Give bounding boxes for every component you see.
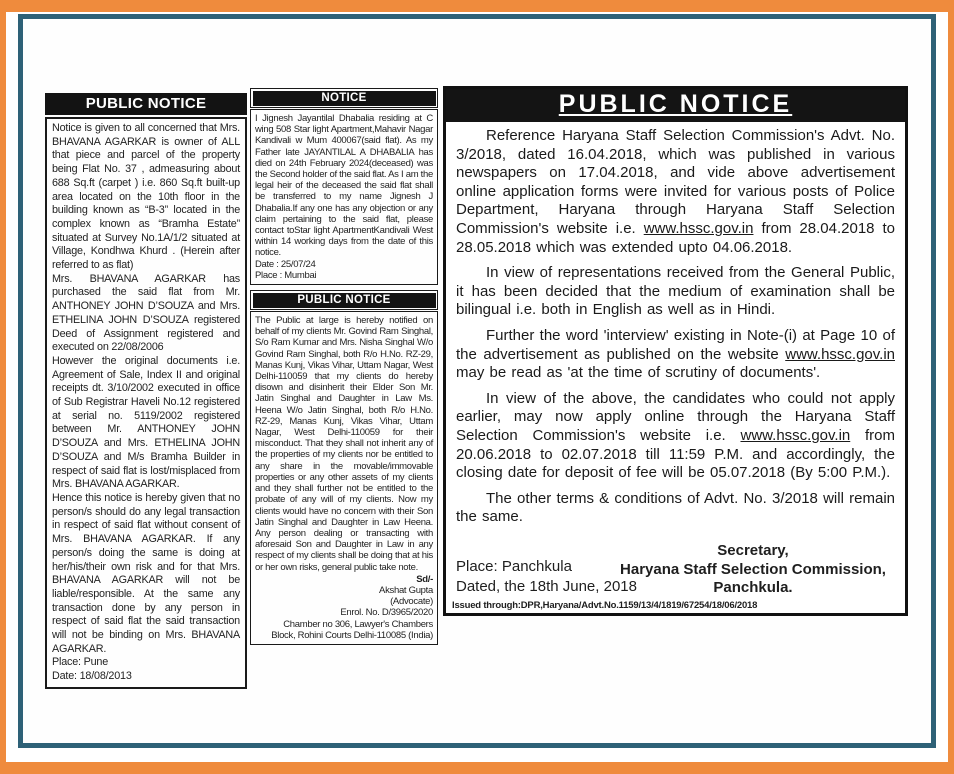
middle-top-notice: [250, 88, 438, 285]
hssc-notice-paragraph: In view of the above, the candidates who could not apply earlier, may now apply online through the Haryana Staff Selection Commission's website i.e. www.hssc.gov.in from 20.06.2018 to 02.07.2018 till 11:59 P.M. and accordingly, the closing date for deposit of fee will be 05.07.2018 (By 5:00 P.M.).: [456, 389, 896, 482]
left-public-notice: [45, 93, 247, 689]
signature-line: Akshat Gupta: [379, 584, 433, 596]
left-notice-date: Date: 18/08/2013: [52, 670, 132, 683]
hssc-notice-dated: Dated, the 18th June, 2018: [456, 577, 637, 595]
hssc-notice-paragraph: In view of representations received from the General Public, it has been decided that the medium of examination shall be bilingual i.e. both in English as well as in Hindi.: [456, 264, 895, 319]
middle-top-notice-text: I Jignesh Jayantilal Dhabalia residing at C wing 508 Star light Apartment,Mahavir Nagar Kandivali w Mum 400067(said flat). As my Father late JAYANTILAL A DHABALIA has died on 24th February 2024(deceased) was the Second holder of the said flat. As I am the legal heir of the deceased the said flat shall be transferred to my name Jignesh J Dhabalia.If any one has any objection or any claim pertaining to the said flat, please contact toStar light ApartmentKandivali West within 14 working days from the date of this notice.: [255, 113, 433, 259]
hssc-notice-place: Place: Panchkula: [456, 558, 572, 576]
middle-bottom-notice-signature: [255, 574, 433, 641]
signature-line: Enrol. No. D/3965/2020: [340, 607, 433, 619]
left-notice-paragraph: Mrs. BHAVANA AGARKAR has purchased the said flat from Mr. ANTHONEY JOHN D’SOUZA and Mrs. ETHELINA JOHN D’SOUZA registered Deed of Assignment registered and executed on 22/08/2006: [52, 272, 240, 354]
hssc-notice-issued-line: Issued through:DPR,Haryana/Advt.No.1159/13/4/1819/67254/18/06/2018: [452, 600, 758, 612]
signature-line: Sd/-: [416, 573, 433, 585]
middle-top-notice-body: [250, 109, 438, 285]
left-notice-paragraph: Notice is given to all concerned that Mrs. BHAVANA AGARKAR is owner of ALL that piece and parcel of the property being Flat No. 37 , admeasuring about 688 Sq.ft (carpet ) i.e. 860 Sq.ft built-up area located on the 10th floor in the building known as “B-3” located in the complex known as “Bramha Estate” situated at Survey No.1A/1/2 situated at Village, Kondhwa Khurd . (Herein after referred to as flat): [52, 122, 240, 272]
hssc-notice-paragraph: Further the word 'interview' existing in Note-(i) at Page 10 of the advertisement as published on the website www.hssc.gov.in may be read as 'at the time of scrutiny of documents'.: [456, 326, 895, 382]
hssc-notice-footer: [446, 536, 905, 598]
hssc-place-date-block: [456, 557, 637, 596]
middle-bottom-notice-header: [250, 290, 438, 310]
middle-top-notice-date: Date : 25/07/24: [255, 258, 316, 270]
middle-bottom-notice: [250, 290, 438, 645]
left-notice-header: PUBLIC NOTICE: [45, 93, 247, 115]
signatory-line: Haryana Staff Selection Commission,: [620, 560, 886, 578]
underlined-url-text: www.hssc.gov.in: [740, 426, 851, 444]
signature-line: Chamber no 306, Lawyer's Chambers: [283, 618, 433, 630]
left-notice-place: Place: Pune: [52, 656, 109, 669]
hssc-signatory-block: [611, 542, 895, 598]
signatory-line: Secretary,: [717, 541, 789, 559]
underlined-url-text: www.hssc.gov.in: [785, 345, 895, 363]
middle-top-notice-header: [250, 88, 438, 108]
middle-bottom-notice-body: [250, 311, 438, 645]
left-notice-body: [45, 117, 247, 689]
signature-line: Block, Rohini Courts Delhi-110085 (India): [271, 629, 433, 641]
hssc-notice-body: [446, 122, 905, 536]
hssc-notice-paragraph: The other terms & conditions of Advt. No. 3/2018 will remain the same.: [456, 489, 895, 526]
left-notice-paragraph: Hence this notice is hereby given that no person/s should do any legal transaction in respect of said flat without consent of Mrs. BHAVANA AGARKAR. If any person/s doing the same is doing at her/his/their own risk and for that Mrs. BHAVANA AGARKAR will not be liable/responsible. At the same any transaction done by any person in respect of said flat the said transaction will not be binding on Mrs. BHAVANA AGARKAR.: [52, 491, 240, 655]
hssc-notice-box: [443, 86, 908, 616]
middle-bottom-notice-text: The Public at large is hereby notified on behalf of my clients Mr. Govind Ram Singhal, S/o Ram Kumar and Mrs. Nisha Singhal W/o Govind Ram Singhal, both R/o H.No. RZ-29, Manas Kunj, Vikas Vihar, Uttam Nagar, West Delhi-110059 that my clients do hereby disown and disinherit their Elder Son Mr. Jatin Singhal and Daughter in Law Ms. Heena W/o Jatin Singhal, both R/o H.No. RZ-29, Manas Kunj, Vikas Vihar, Uttam Nagar, West Delhi-110059 for their misconduct. That they shall not inherit any of the properties of my clients nor be entitled to any share in the movable/immovable properties or any other assets of my clients and they shall further not be entitled to the probate of any will of my clients. Now my clients would have no concern with their Son Jatin Singhal and Daughter in Law Heena. Any person dealing or transacting with aforesaid Son and Daughter in Law in any respect of my clients shall be doing that at his or her own risks, general public take note.: [255, 315, 433, 573]
middle-bottom-notice-header-bar: PUBLIC NOTICE: [253, 293, 436, 308]
hssc-public-notice: [443, 86, 908, 616]
underlined-url-text: www.hssc.gov.in: [643, 219, 754, 237]
left-notice-paragraph: However the original documents i.e. Agreement of Sale, Index II and original receipts dt. 3/10/2002 executed in office of Sub Registrar Haveli No.12 registered at serial no. 5119/2002 registered between Mr. ANTHONEY JOHN D’SOUZA and Mrs. ETHELINA JOHN D’SOUZA and M/s Bramha Builder in respect of said flat is lost/misplaced from Mrs. BHAVANA AGARKAR.: [52, 354, 240, 491]
hssc-notice-header-text: PUBLIC NOTICE: [558, 90, 793, 118]
middle-column: [250, 88, 438, 645]
middle-top-notice-header-bar: NOTICE: [253, 91, 436, 106]
hssc-notice-paragraph: Reference Haryana Staff Selection Commission's Advt. No. 3/2018, dated 16.04.2018, which was published in various newspapers on 17.04.2018, and vide above advertisement online application forms were invited for various posts of Police Department, Haryana through Haryana Staff Selection Commission's website i.e. www.hssc.gov.in from 28.04.2018 to 28.05.2018 which was extended upto 04.06.2018.: [456, 127, 895, 256]
signatory-line: Panchkula.: [713, 579, 793, 597]
hssc-notice-header: [446, 89, 905, 122]
signature-line: (Advocate): [390, 596, 433, 608]
middle-top-notice-place: Place : Mumbai: [255, 269, 317, 281]
